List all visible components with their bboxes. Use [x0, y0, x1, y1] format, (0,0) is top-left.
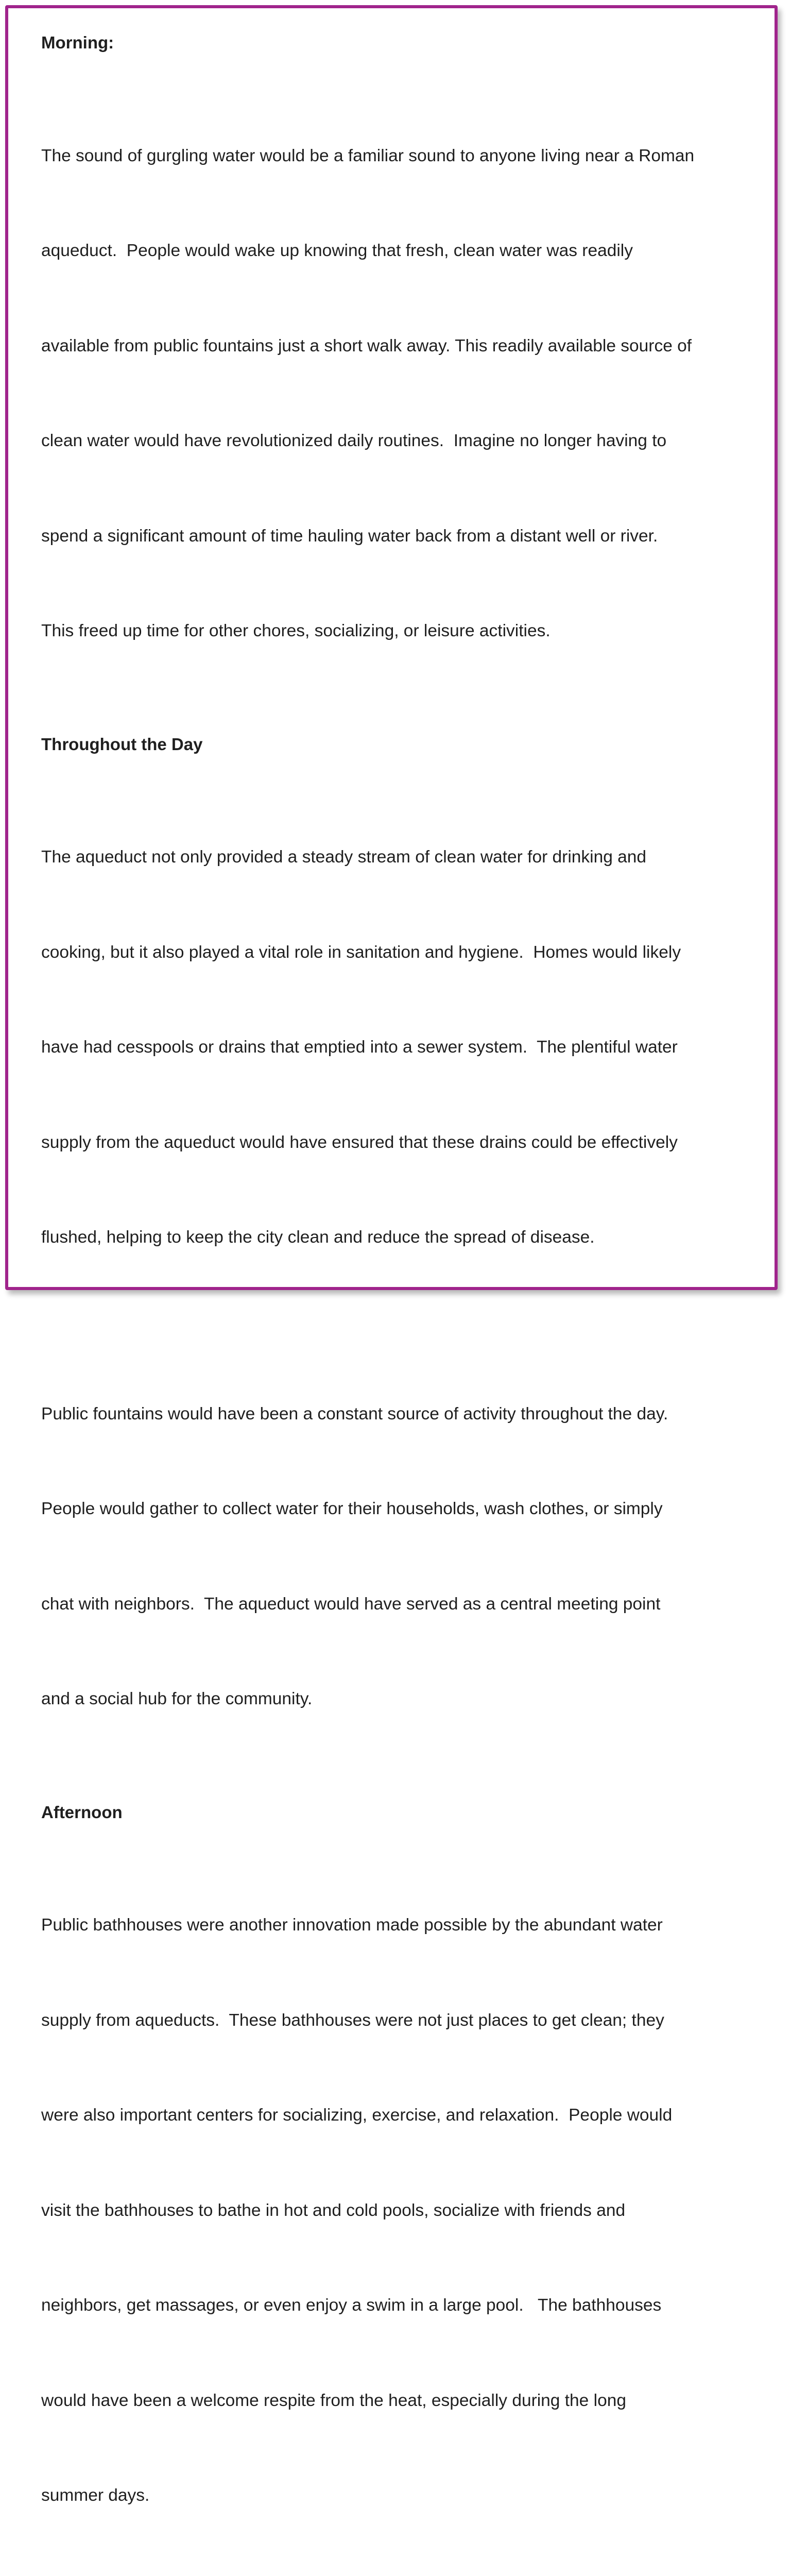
- text-line: visit the bathhouses to bathe in hot and cold pools, socialize with friends and: [41, 2200, 626, 2220]
- text-line: The sound of gurgling water would be a familiar sound to anyone living near a Roman: [41, 146, 695, 165]
- text-line: were also important centers for socializing, exercise, and relaxation. People would: [41, 2106, 673, 2125]
- paragraph-afternoon-1: [41, 1846, 757, 2575]
- paragraph-throughout-2: [41, 1335, 757, 1778]
- text-line: People would gather to collect water for their households, wash clothes, or simply: [41, 1499, 663, 1518]
- section-heading-throughout-the-day: Throughout the Day: [41, 734, 203, 754]
- text-line: neighbors, get massages, or even enjoy a swim in a large pool. The bathhouses: [41, 2296, 662, 2315]
- text-line: aqueduct. People would wake up knowing that fresh, clean water was readily: [41, 241, 633, 260]
- section-heading-afternoon: Afternoon: [41, 1802, 123, 1822]
- text-line: Public bathhouses were another innovation made possible by the abundant water: [41, 1916, 663, 1935]
- document-frame: [5, 5, 778, 2505]
- text-line: supply from aqueducts. These bathhouses were not just places to get clean; they: [41, 2010, 664, 2030]
- text-line: spend a significant amount of time hauling water back from a distant well or river.: [41, 526, 658, 546]
- text-line: available from public fountains just a short walk away. This readily available source of: [41, 336, 692, 355]
- paragraph-morning-1: [41, 77, 757, 710]
- text-line: Public fountains would have been a constant source of activity throughout the day.: [41, 1404, 668, 1423]
- paragraph-throughout-1: [41, 778, 757, 1317]
- text-line: chat with neighbors. The aqueduct would have served as a central meeting point: [41, 1594, 661, 1614]
- text-line: summer days.: [41, 2486, 150, 2505]
- text-line: have had cesspools or drains that emptied into a sewer system. The plentiful water: [41, 1038, 678, 1057]
- document-content: [41, 27, 757, 2576]
- text-line: cooking, but it also played a vital role in sanitation and hygiene. Homes would likely: [41, 942, 681, 962]
- text-line: and a social hub for the community.: [41, 1689, 313, 1708]
- text-line: flushed, helping to keep the city clean and reduce the spread of disease.: [41, 1228, 595, 1247]
- section-heading-morning: Morning:: [41, 33, 114, 52]
- text-line: would have been a welcome respite from the heat, especially during the long: [41, 2391, 626, 2410]
- text-line: supply from the aqueduct would have ensured that these drains could be effectively: [41, 1132, 678, 1152]
- text-line: This freed up time for other chores, socializing, or leisure activities.: [41, 621, 551, 640]
- text-line: The aqueduct not only provided a steady stream of clean water for drinking and: [41, 848, 647, 867]
- text-line: clean water would have revolutionized daily routines. Imagine no longer having to: [41, 431, 667, 450]
